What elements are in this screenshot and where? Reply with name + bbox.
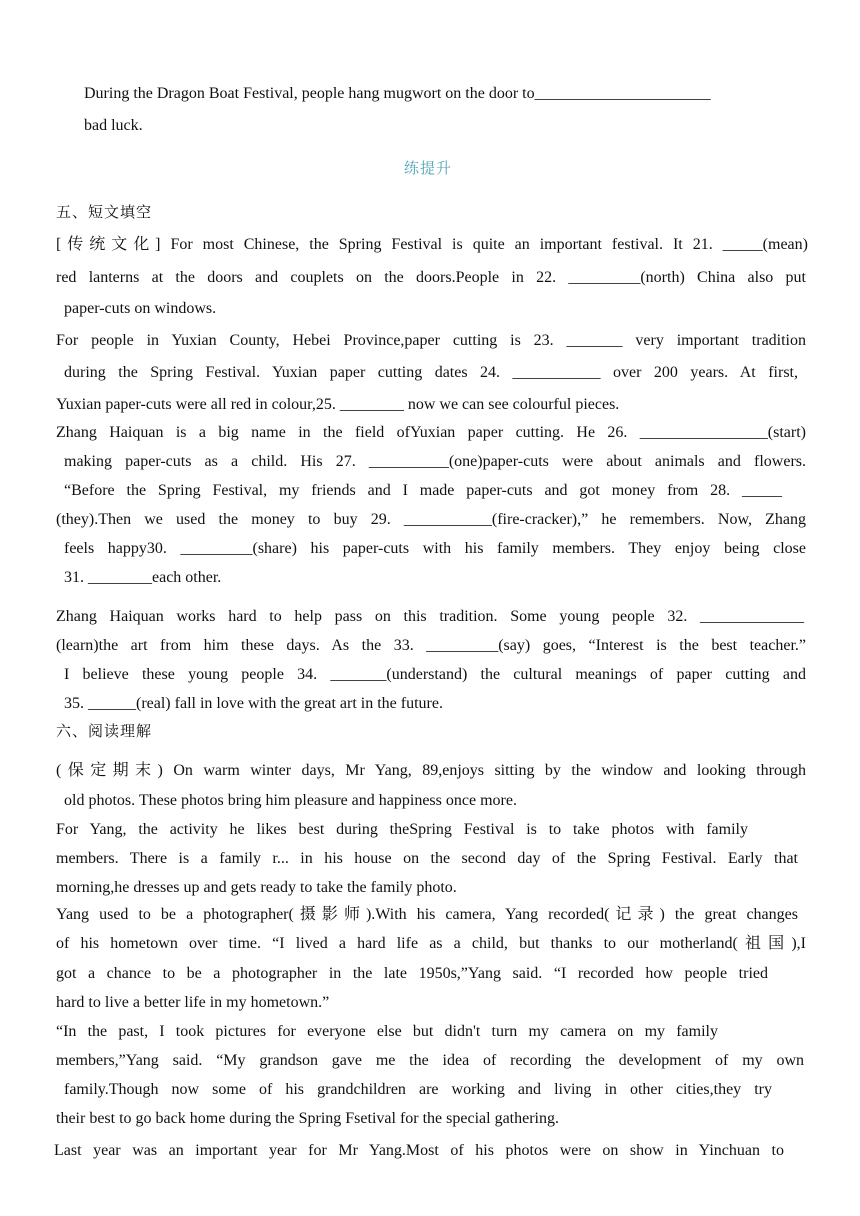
text-line: feels happy30. _________(share) his paper-cuts with his family members. They enjoy being close [64,540,806,557]
text-line: got a chance to be a photographer in the late 1950s,”Yang said. “I recorded how people tried [56,965,768,982]
section-heading-6: 六、阅读理解 [56,722,153,740]
section-heading-5: 五、短文填空 [56,203,153,221]
text-line: “In the past, I took pictures for everyone else but didn't turn my camera on my family [56,1023,718,1040]
text-line: Zhang Haiquan is a big name in the field ofYuxian paper cutting. He 26. ________________(start) [56,424,806,441]
text-line: Yang used to be a photographer(摄影师).With his camera, Yang recorded(记录) the great changes [56,906,798,923]
text-line: hard to live a better life in my hometown.” [56,994,330,1011]
text-line: their best to go back home during the Spring Fsetival for the special gathering. [56,1110,559,1127]
text-line: [传统文化] For most Chinese, the Spring Festival is quite an important festival. It 21. _____(mean) [56,236,808,253]
text-line: bad luck. [84,117,143,134]
text-line: family.Though now some of his grandchildren are working and living in other cities,they try [64,1081,772,1098]
text-line: (保定期末) On warm winter days, Mr Yang, 89,enjoys sitting by the window and looking through [56,762,806,779]
text-line: morning,he dresses up and gets ready to take the family photo. [56,879,457,896]
text-line: during the Spring Festival. Yuxian paper cutting dates 24. ___________ over 200 years. At first, [64,364,798,381]
text-line: 35. ______(real) fall in love with the great art in the future. [64,695,443,712]
text-line: (learn)the art from him these days. As the 33. _________(say) goes, “Interest is the best teacher.” [56,637,806,654]
text-line: making paper-cuts as a child. His 27. __________(one)paper-cuts were about animals and flowers. [64,453,806,470]
text-line: members. There is a family r... in his house on the second day of the Spring Festival. Early that [56,850,798,867]
text-line: Zhang Haiquan works hard to help pass on this tradition. Some young people 32. _____________ [56,608,804,625]
text-line: I believe these young people 34. _______(understand) the cultural meanings of paper cutting and [64,666,806,683]
text-line: red lanterns at the doors and couplets on the doors.People in 22. _________(north) China also put [56,269,806,286]
text-line: Last year was an important year for Mr Yang.Most of his photos were on show in Yinchuan to [54,1142,784,1159]
section-title: 练提升 [404,159,453,177]
text-line: old photos. These photos bring him pleasure and happiness once more. [64,792,517,809]
text-line: During the Dragon Boat Festival, people hang mugwort on the door to______________________ [84,85,711,102]
text-line: Yuxian paper-cuts were all red in colour,25. ________ now we can see colourful pieces. [56,396,620,413]
text-line: “Before the Spring Festival, my friends and I made paper-cuts and got money from 28. _____ [64,482,782,499]
text-line: 31. ________each other. [64,569,222,586]
text-line: For people in Yuxian County, Hebei Province,paper cutting is 23. _______ very important tradition [56,332,806,349]
text-line: members,”Yang said. “My grandson gave me the idea of recording the development of my own [56,1052,804,1069]
text-line: (they).Then we used the money to buy 29. ___________(fire-cracker),” he remembers. Now, Zhang [56,511,806,528]
text-line: paper-cuts on windows. [64,300,217,317]
text-line: of his hometown over time. “I lived a hard life as a child, but thanks to our motherland(祖国),I [56,935,806,952]
text-line: For Yang, the activity he likes best during theSpring Festival is to take photos with family [56,821,748,838]
